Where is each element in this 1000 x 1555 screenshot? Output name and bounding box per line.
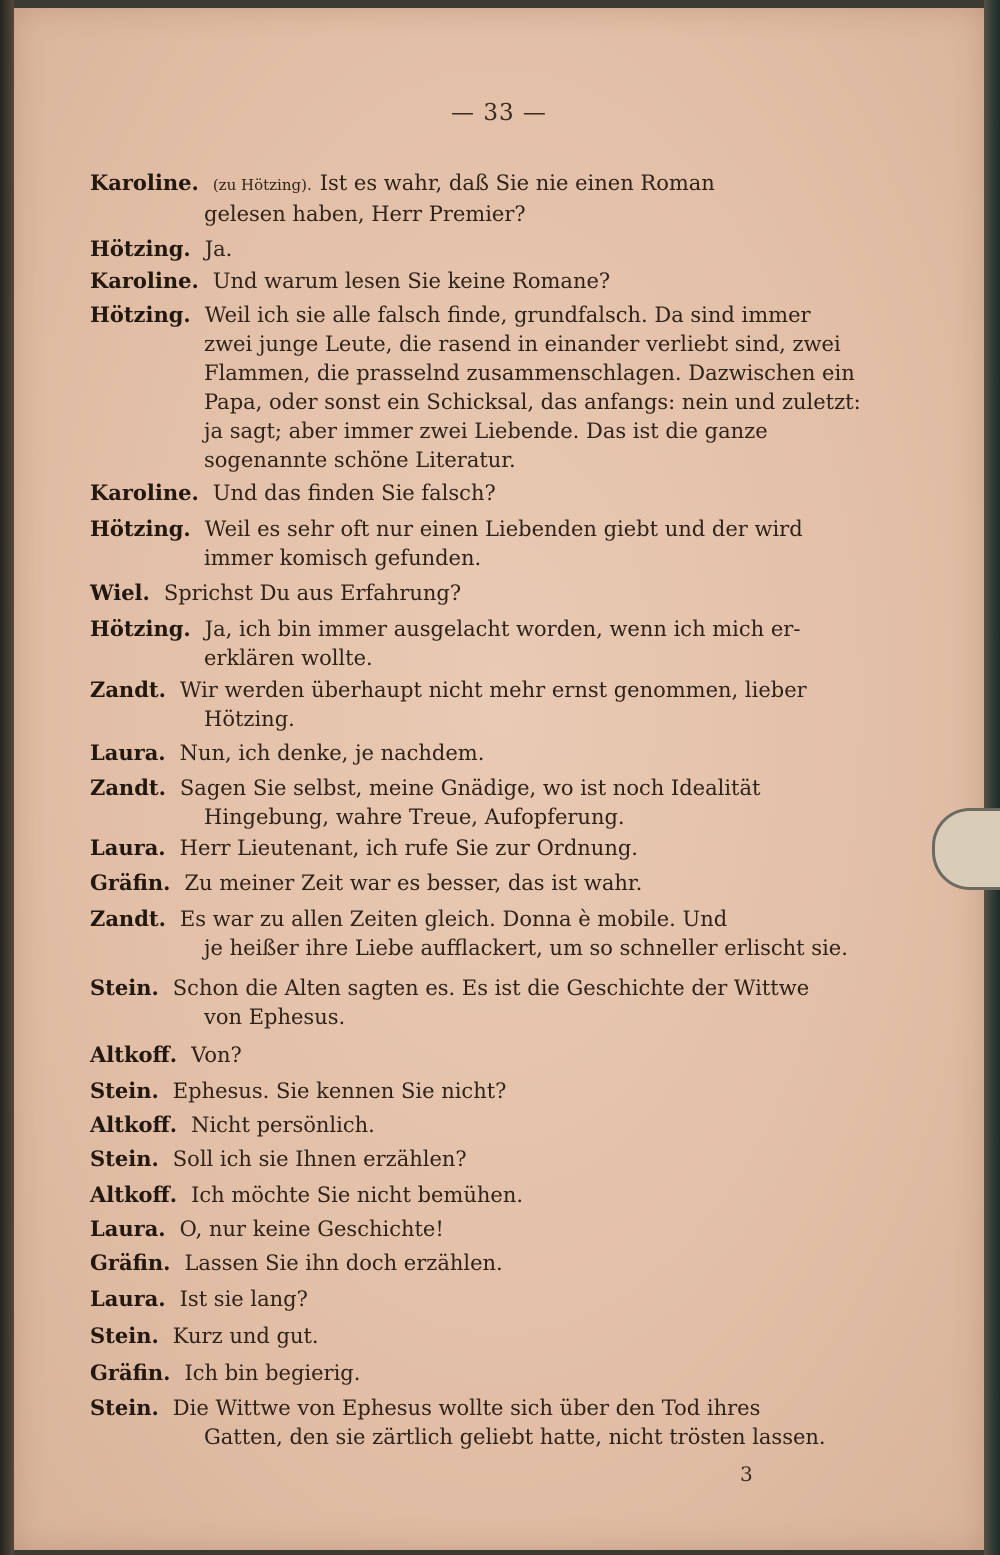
- speaker-name: Laura.: [90, 740, 166, 765]
- dialogue-text: Ist es wahr, daß Sie nie einen Roman: [319, 171, 715, 195]
- dialogue-line: [90, 833, 870, 863]
- dialogue-text: Ist sie lang?: [179, 1287, 308, 1311]
- speaker-name: Gräfin.: [90, 870, 171, 895]
- book-spine: [0, 0, 14, 1555]
- dialogue-text: Ich möchte Sie nicht bemühen.: [191, 1183, 524, 1207]
- page-number: — 33 —: [451, 100, 547, 126]
- speaker-name: Stein.: [90, 1078, 159, 1103]
- speaker-name: Stein.: [90, 1395, 159, 1420]
- dialogue-text: Nun, ich denke, je nachdem.: [179, 741, 485, 765]
- stage-direction: (zu Hötzing).: [212, 176, 312, 194]
- dialogue-continuation: Hötzing.: [204, 707, 295, 731]
- signature-mark: 3: [740, 1462, 753, 1486]
- dialogue-text: Lassen Sie ihn doch erzählen.: [184, 1251, 503, 1275]
- dialogue-line: [90, 168, 870, 229]
- dialogue-continuation: immer komisch gefunden.: [204, 546, 482, 570]
- dialogue-continuation: Hingebung, wahre Treue, Aufopferung.: [204, 805, 625, 829]
- speaker-name: Altkoff.: [90, 1042, 178, 1067]
- speaker-name: Gräfin.: [90, 1250, 171, 1275]
- speaker-name: Karoline.: [90, 480, 199, 505]
- dialogue-text: Soll ich sie Ihnen erzählen?: [172, 1147, 467, 1171]
- dialogue-line: [90, 578, 870, 608]
- speaker-name: Karoline.: [90, 170, 199, 195]
- dialogue-continuation: je heißer ihre Liebe aufflackert, um so schneller erlischt sie.: [204, 936, 848, 960]
- speaker-name: Wiel.: [90, 580, 150, 605]
- speaker-name: Laura.: [90, 1216, 166, 1241]
- speaker-name: Hötzing.: [90, 516, 191, 541]
- dialogue-line: [90, 234, 870, 264]
- dialogue-line: [90, 514, 870, 573]
- dialogue-line: [90, 868, 870, 898]
- dialogue-text: Es war zu allen Zeiten gleich. Donna è mobile. Und: [179, 907, 728, 931]
- dialogue-line: [90, 478, 870, 508]
- dialogue-line: [90, 738, 870, 768]
- speaker-name: Hötzing.: [90, 302, 191, 327]
- book-edge: [984, 0, 1000, 1555]
- dialogue-line: [90, 614, 870, 673]
- speaker-name: Hötzing.: [90, 236, 191, 261]
- dialogue-text: Nicht persönlich.: [191, 1113, 375, 1137]
- dialogue-line: [90, 973, 870, 1032]
- dialogue-continuation: erklären wollte.: [204, 646, 373, 670]
- dialogue-line: [90, 773, 870, 832]
- speaker-name: Laura.: [90, 1286, 166, 1311]
- dialogue-text: Sprichst Du aus Erfahrung?: [163, 581, 462, 605]
- speaker-name: Stein.: [90, 975, 159, 1000]
- dialogue-line: [90, 1284, 870, 1314]
- dialogue-text: Und das finden Sie falsch?: [212, 481, 496, 505]
- dialogue-text: Weil es sehr oft nur einen Liebenden giebt und der wird: [204, 517, 803, 541]
- dialogue-text: Herr Lieutenant, ich rufe Sie zur Ordnung.: [179, 836, 638, 860]
- dialogue-line: [90, 1110, 870, 1140]
- dialogue-text: Schon die Alten sagten es. Es ist die Geschichte der Wittwe: [172, 976, 810, 1000]
- speaker-name: Stein.: [90, 1323, 159, 1348]
- dialogue-text: Von?: [191, 1043, 242, 1067]
- dialogue-line: [90, 1358, 870, 1388]
- dialogue-line: [90, 266, 870, 296]
- dialogue-continuation: zwei junge Leute, die rasend in einander verliebt sind, zwei Flammen, die prasselnd zusammenschlagen. Dazwischen ein Papa, oder sonst ein Schicksal, das anfangs: nein und zuletzt: ja sagt; aber immer zwei Liebende. Das ist die ganze sogenannte schöne Literatur.: [204, 332, 861, 472]
- dialogue-text: Wir werden überhaupt nicht mehr ernst genommen, lieber: [179, 678, 807, 702]
- dialogue-line: [90, 1393, 870, 1452]
- dialogue-continuation: gelesen haben, Herr Premier?: [204, 202, 526, 226]
- speaker-name: Zandt.: [90, 775, 166, 800]
- dialogue-text: Und warum lesen Sie keine Romane?: [212, 269, 611, 293]
- dialogue-line: [90, 1248, 870, 1278]
- speaker-name: Zandt.: [90, 677, 166, 702]
- page-tab-marker[interactable]: [932, 808, 1000, 890]
- dialogue-text: Ja.: [204, 237, 233, 261]
- dialogue-continuation: von Ephesus.: [204, 1005, 346, 1029]
- book-page: [14, 8, 984, 1550]
- dialogue-continuation: Gatten, den sie zärtlich geliebt hatte, nicht trösten lassen.: [204, 1425, 826, 1449]
- speaker-name: Stein.: [90, 1146, 159, 1171]
- dialogue-text: Die Wittwe von Ephesus wollte sich über den Tod ihres: [172, 1396, 761, 1420]
- speaker-name: Altkoff.: [90, 1182, 178, 1207]
- speaker-name: Hötzing.: [90, 616, 191, 641]
- dialogue-text: Sagen Sie selbst, meine Gnädige, wo ist noch Idealität: [179, 776, 761, 800]
- speaker-name: Gräfin.: [90, 1360, 171, 1385]
- speaker-name: Zandt.: [90, 906, 166, 931]
- dialogue-text: Zu meiner Zeit war es besser, das ist wahr.: [184, 871, 643, 895]
- dialogue-text: Kurz und gut.: [172, 1324, 319, 1348]
- dialogue-line: [90, 300, 870, 475]
- dialogue-line: [90, 675, 870, 734]
- dialogue-line: [90, 1040, 870, 1070]
- dialogue-line: [90, 1144, 870, 1174]
- dialogue-line: [90, 1321, 870, 1351]
- dialogue-line: [90, 1180, 870, 1210]
- dialogue-line: [90, 904, 870, 963]
- speaker-name: Altkoff.: [90, 1112, 178, 1137]
- dialogue-text: Weil ich sie alle falsch finde, grundfalsch. Da sind immer: [204, 303, 811, 327]
- dialogue-line: [90, 1214, 870, 1244]
- dialogue-text: Ephesus. Sie kennen Sie nicht?: [172, 1079, 507, 1103]
- dialogue-text: Ja, ich bin immer ausgelacht worden, wenn ich mich er-: [204, 617, 801, 641]
- dialogue-text: Ich bin begierig.: [184, 1361, 361, 1385]
- dialogue-text: O, nur keine Geschichte!: [179, 1217, 444, 1241]
- speaker-name: Laura.: [90, 835, 166, 860]
- speaker-name: Karoline.: [90, 268, 199, 293]
- dialogue-line: [90, 1076, 870, 1106]
